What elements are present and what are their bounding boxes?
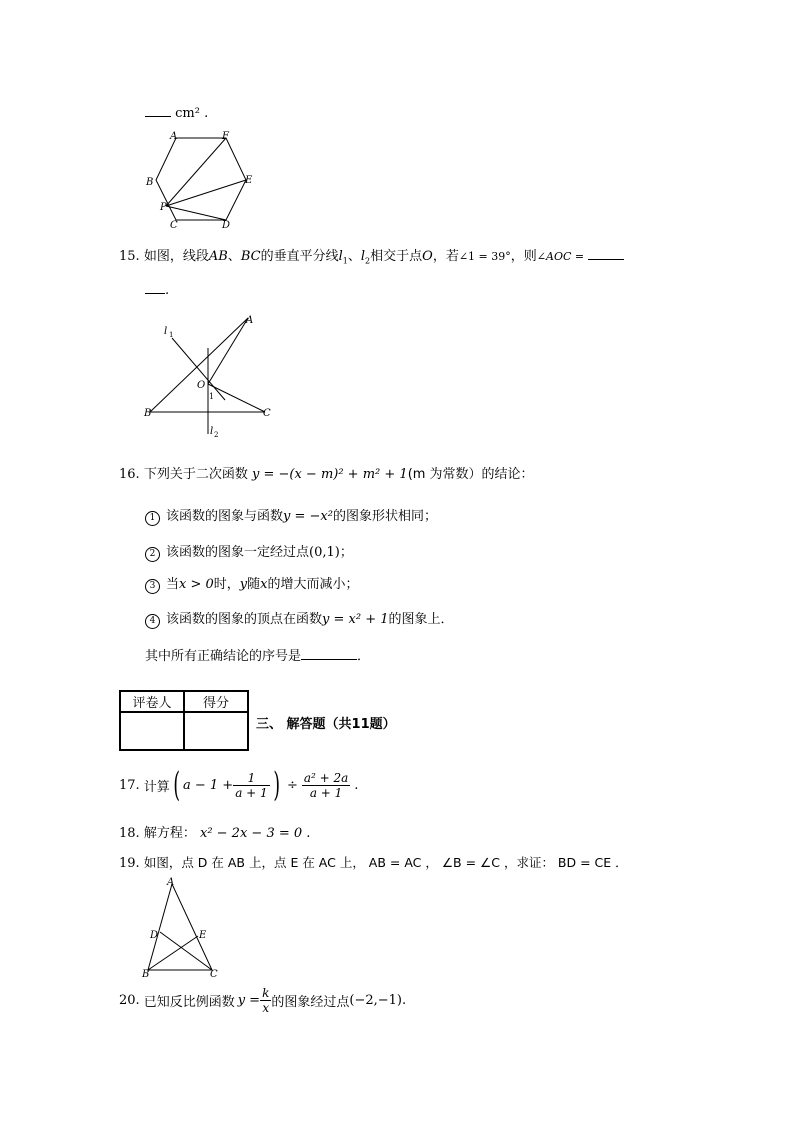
point: (0,1) <box>309 545 340 560</box>
q16-intro: 下列关于二次函数 <box>143 467 248 482</box>
text: 其中所有正确结论的序号是 <box>145 649 302 664</box>
denominator: x <box>262 1001 270 1015</box>
label-B: B <box>142 969 150 980</box>
numerator: k <box>262 986 270 1000</box>
score-table <box>119 690 249 751</box>
formula: y = x² + 1 <box>322 612 389 627</box>
question-number: 16. <box>119 467 140 482</box>
q15-text5: ，则 <box>510 249 537 264</box>
circled-number: 4 <box>145 614 160 629</box>
unit: cm² <box>175 106 200 121</box>
text: 该函数的图象一定经过点 <box>166 545 310 560</box>
text: 该函数的图象的顶点在函数 <box>166 612 323 627</box>
divide-sign: ÷ <box>286 777 298 793</box>
q18-text: 解方程： <box>143 826 196 841</box>
q15-ab: AB <box>208 249 228 264</box>
numerator: 1 <box>233 771 269 786</box>
q20-text2: 的图象经过点 <box>271 995 350 1010</box>
question-16 <box>119 463 534 482</box>
right-paren: ) <box>272 765 280 805</box>
q16-ask <box>145 645 370 664</box>
q15-text3: 相交于点 <box>370 249 423 264</box>
question-number: 17. <box>119 777 140 793</box>
q18-equation: x² − 2x − 3 = 0 <box>199 826 303 841</box>
question-17 <box>119 765 358 805</box>
q15-text4: ，若 <box>432 249 459 264</box>
label-C: C <box>210 969 218 980</box>
label-B: B <box>146 177 154 188</box>
q16-function: y = −(x − m)² + m² + 1 <box>251 467 408 482</box>
q15-sep2: 、 <box>347 249 361 264</box>
text: ； <box>339 545 353 560</box>
q16-conclusion-2 <box>145 541 353 562</box>
period: . <box>204 106 209 121</box>
label-P: P <box>160 202 167 213</box>
q15-l2-sub: 2 <box>365 256 371 266</box>
denominator: a + 1 <box>235 785 268 800</box>
perpendicular-bisector-figure <box>140 312 280 442</box>
label-1: 1 <box>209 392 215 401</box>
formula: x > 0 <box>179 577 214 592</box>
q20-point: (−2,−1) <box>349 993 402 1008</box>
period: . <box>401 993 407 1008</box>
q17-term: a − 1 + <box>182 777 234 793</box>
q15-l1-sub: 1 <box>342 256 348 266</box>
var-x: x <box>260 577 268 592</box>
hexagon-figure <box>140 128 260 230</box>
label-A: A <box>167 877 175 888</box>
question-15 <box>119 245 624 266</box>
q16-paren: (m 为常数）的结论： <box>407 467 534 482</box>
answer-blank[interactable] <box>588 247 624 260</box>
question-number: 18. <box>119 826 140 841</box>
label-F: F <box>222 131 229 142</box>
numerator: a² + 2a <box>303 770 349 785</box>
label-D: D <box>222 220 231 230</box>
question-20 <box>119 986 406 1015</box>
q15-aoc: ∠AOC = <box>536 250 585 263</box>
q15-text2: 的垂直平分线 <box>260 249 339 264</box>
question-number: 20. <box>119 993 140 1008</box>
text: 时， <box>213 577 240 592</box>
q19-text: 如图，点 D 在 AB 上，点 E 在 AC 上， AB = AC ， ∠B = ∠C ，求证： BD = CE ． <box>143 855 628 870</box>
text: 的图象上． <box>388 612 454 627</box>
q15-bc: BC <box>240 249 261 264</box>
q17-text: 计算 <box>143 779 170 795</box>
q15-text: 如图，线段 <box>143 249 209 264</box>
label-C: C <box>263 408 271 419</box>
q16-conclusion-1 <box>145 505 437 526</box>
left-paren: ( <box>173 765 180 805</box>
q15-sep: 、 <box>227 249 241 264</box>
label-l1: l <box>164 326 168 337</box>
q16-conclusion-3 <box>145 573 359 594</box>
grader-cell[interactable] <box>120 712 184 750</box>
period: . <box>354 777 359 793</box>
label-O: O <box>197 380 206 391</box>
fraction-2 <box>302 771 350 800</box>
circled-number: 2 <box>145 547 160 562</box>
score-header-score: 得分 <box>184 691 248 712</box>
fraction-k-over-x <box>260 986 271 1015</box>
answer-blank[interactable] <box>301 647 357 660</box>
text: 当 <box>166 577 180 592</box>
question-number: 15. <box>119 249 140 264</box>
q15-l1: l <box>338 249 343 264</box>
formula: y = −x² <box>283 509 333 524</box>
fraction-1 <box>233 771 269 800</box>
circled-number: 1 <box>145 511 160 526</box>
section-heading: 三、 解答题（共11题） <box>256 717 396 732</box>
text: 该函数的图象与函数 <box>166 509 284 524</box>
label-l2: l <box>210 426 214 437</box>
denominator: a + 1 <box>309 785 343 800</box>
period: ． <box>357 649 371 664</box>
label-A: A <box>170 131 178 142</box>
q16-conclusion-4 <box>145 608 454 629</box>
label-A: A <box>246 315 254 326</box>
question-number: 19. <box>119 856 140 871</box>
label-D: D <box>150 930 159 941</box>
score-header-grader: 评卷人 <box>120 691 184 712</box>
q15-o: O <box>422 249 433 264</box>
question-18 <box>119 822 310 841</box>
var-y: y <box>239 577 248 592</box>
label-C: C <box>170 220 178 230</box>
isosceles-triangle-figure <box>140 876 222 980</box>
question-19 <box>119 853 628 871</box>
q14-answer-line <box>145 104 208 121</box>
q20-text: 已知反比例函数 <box>143 995 235 1010</box>
label-l2-sub: 2 <box>214 431 219 439</box>
label-E: E <box>199 930 207 941</box>
period: . <box>165 283 170 298</box>
label-E: E <box>245 175 253 186</box>
text: 的图象形状相同； <box>332 509 437 524</box>
text: 的增大而减小； <box>267 577 359 592</box>
period: . <box>306 826 311 841</box>
q15-angle: ∠1 = 39° <box>458 250 511 263</box>
label-B: B <box>144 408 152 419</box>
q15-l2: l <box>360 249 366 264</box>
q20-y: y = <box>237 993 261 1008</box>
label-l1-sub: 1 <box>169 331 174 339</box>
q15-continuation <box>145 281 169 298</box>
answer-blank-cont[interactable] <box>145 281 165 294</box>
text: 随 <box>247 577 261 592</box>
circled-number: 3 <box>145 579 160 594</box>
answer-blank[interactable] <box>145 104 171 117</box>
score-cell[interactable] <box>184 712 248 750</box>
